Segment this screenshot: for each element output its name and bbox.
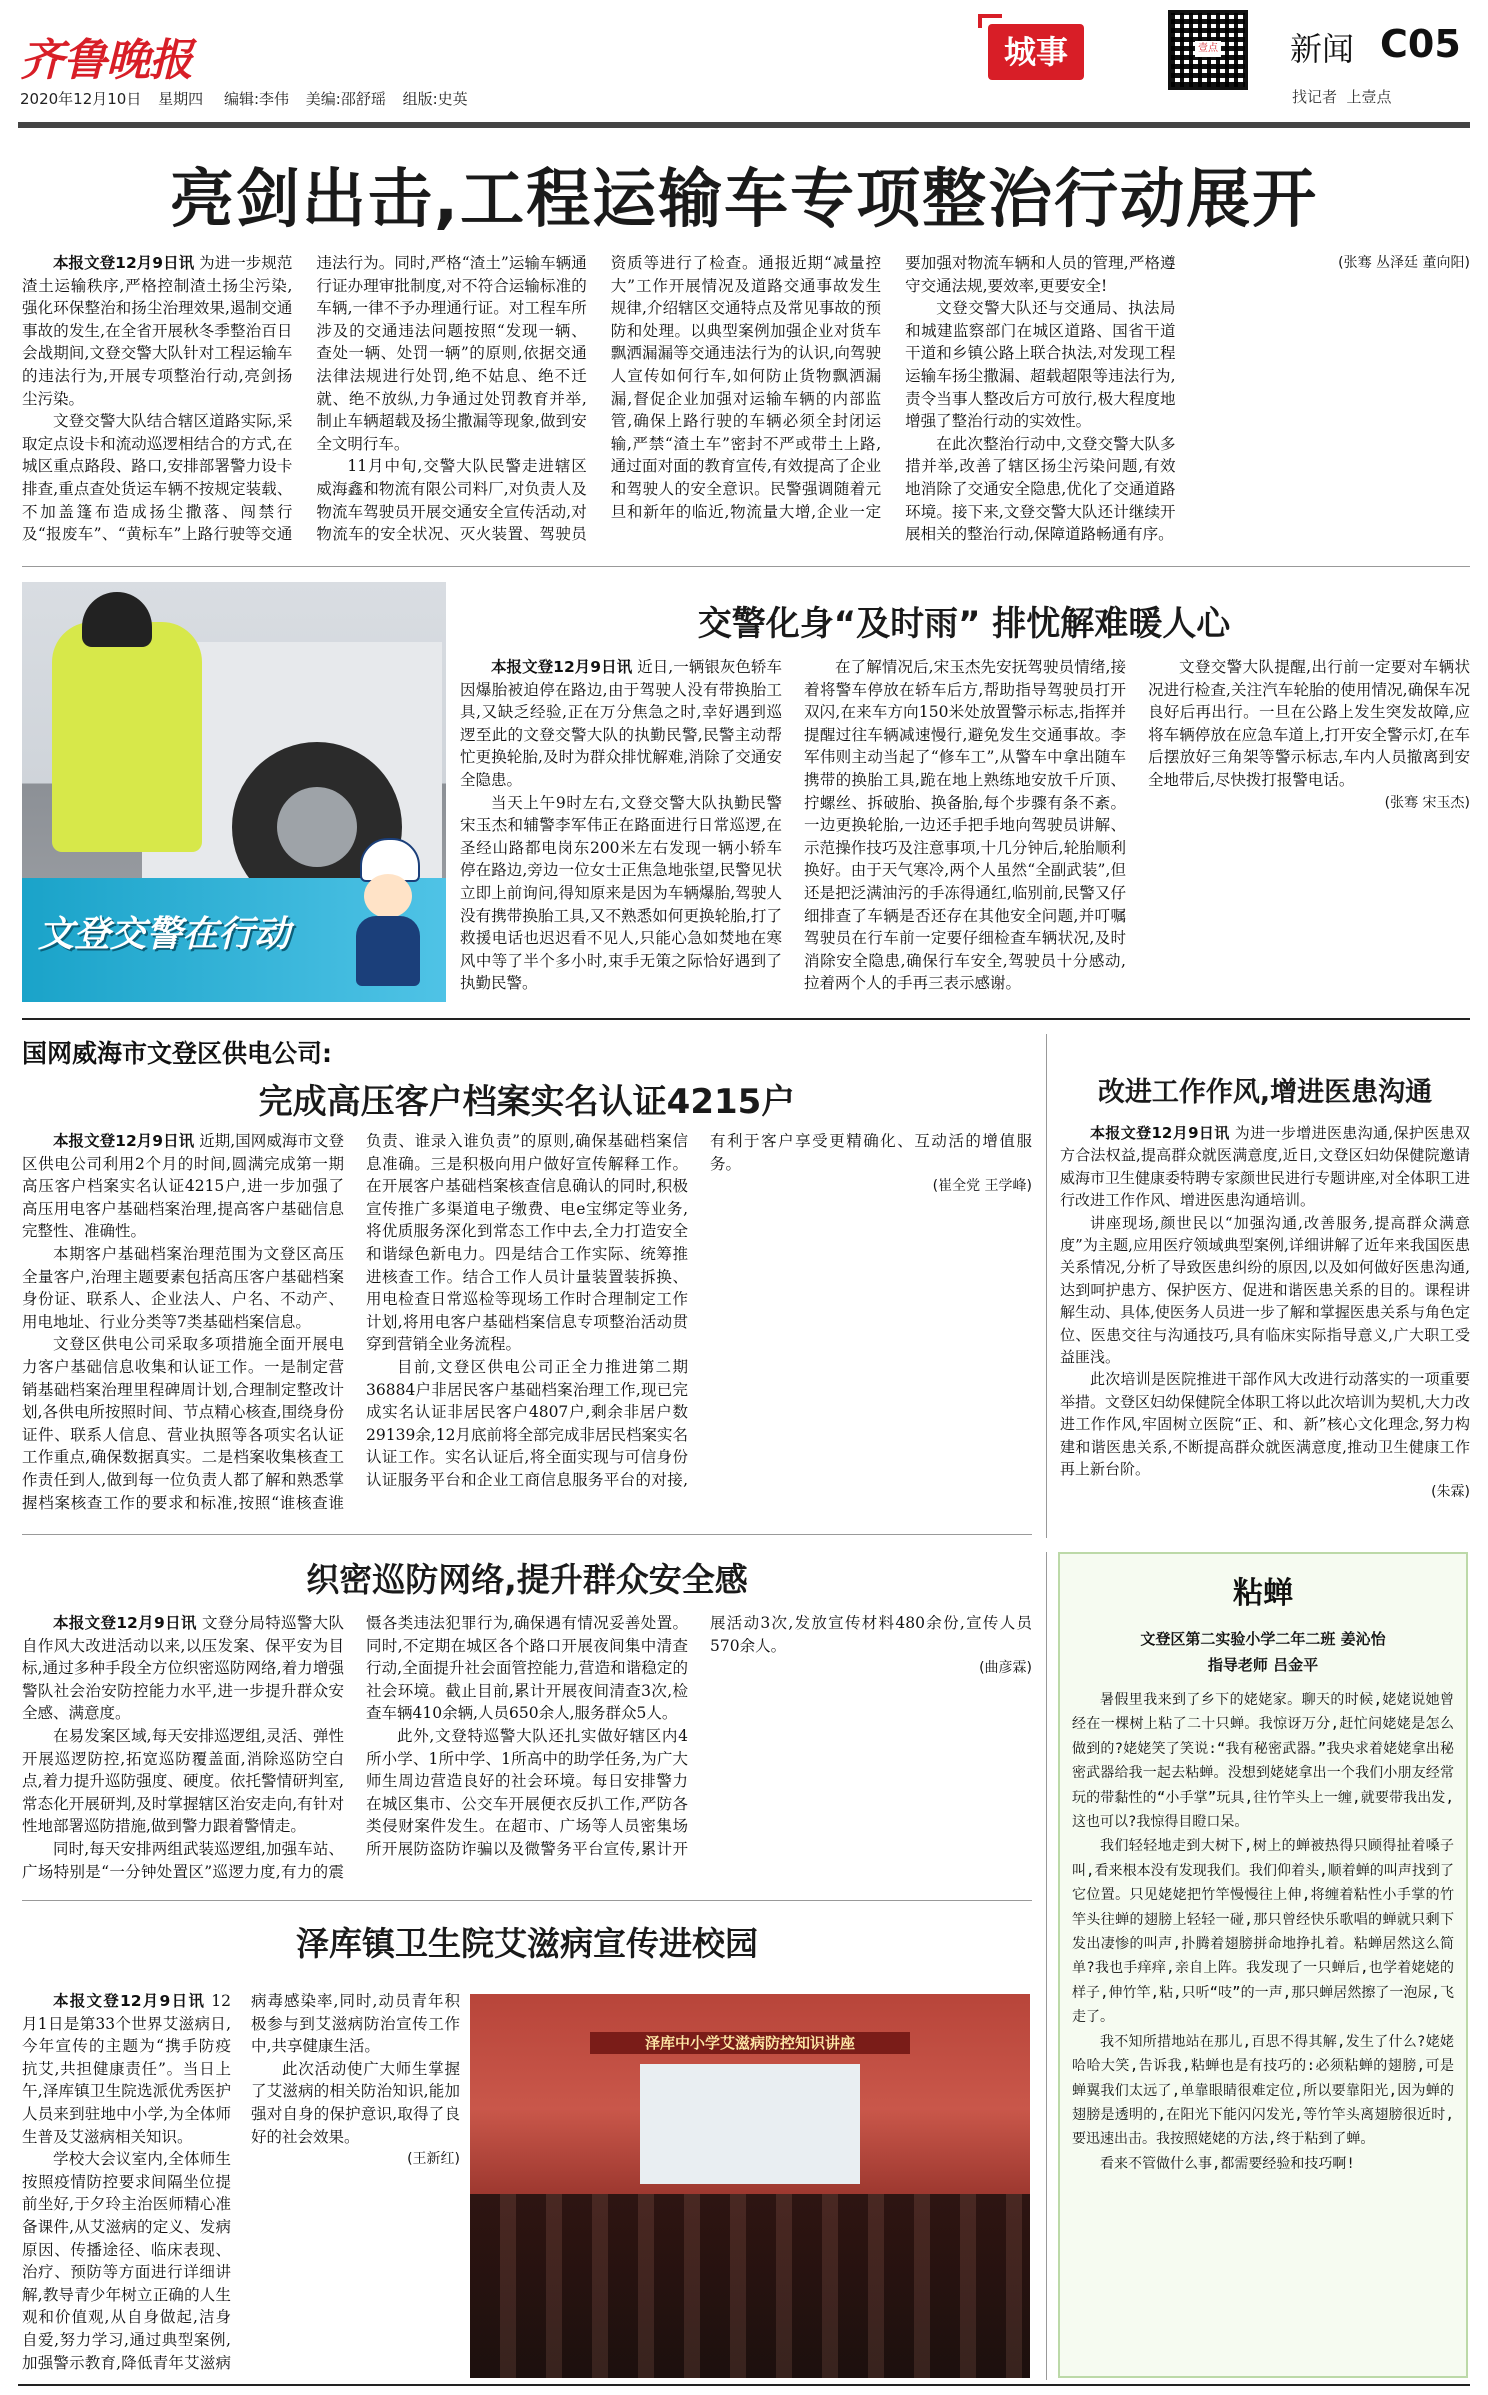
article2-para: 在了解情况后,宋玉杰先安抚驾驶员情绪,接着将警车停放在轿车后方,帮助指导驾驶员打开双闪,在来车方向150米处放置警示标志,指挥并提醒过往车辆减速慢行,避免发生交通事故。李军伟则主动当起了“修车工”,从警车中拿出随车携带的换胎工具,跪在地上熟练地安放千斤顶、拧螺丝、拆破胎、换备胎,每个步骤有条不紊。一边更换轮胎,一边还手把手地向驾驶员讲解、示范操作技巧及注意事项,十几分钟后,轮胎顺利换好。由于天气寒冷,两个人虽然“全副武装”,但还是把泛满油污的手冻得通红,临别前,民警又仔细排查了车辆是否还存在其他安全问题,并叮嘱驾驶员在行车前一定要仔细检查车辆状况,及时消除安全隐患,确保行车安全,驾驶员十分感动,拉着两个人的手再三表示感谢。	[804, 658, 1126, 993]
essay-para: 我不知所措地站在那儿,百思不得其解,发生了什么?姥姥哈哈大笑,告诉我,粘蝉也是有技巧的:必须粘蝉的翅膀,可是蝉翼我们太远了,单靠眼睛很难定位,所以要靠阳光,因为蝉的翅膀是透明的,在阳光下能闪闪发光,等竹竿头离翅膀很近时,要迅速出击。我按照姥姥的方法,终于粘到了蝉。	[1072, 2033, 1454, 2148]
article1-title: 亮剑出击,工程运输车专项整治行动展开	[169, 163, 1319, 237]
issue-date: 2020年12月10日	[20, 90, 142, 108]
article4-body	[1060, 1122, 1470, 1536]
layout-credit: 组版:史英	[402, 90, 468, 108]
article6-lead: 本报文登12月9日讯	[53, 1992, 206, 2010]
essay-para: 我们轻轻地走到大树下,树上的蝉被热得只顾得扯着嗓子叫,看来根本没有发现我们。我们仰着头,顺着蝉的叫声找到了它位置。只见姥姥把竹竿慢慢往上伸,将缠着粘性小手掌的竹竿头往蝉的翅膀上轻轻一碰,那只曾经快乐歌唱的蝉就只剩下发出凄惨的叫声,扑腾着翅膀拼命地挣扎着。粘蝉居然这么简单?我也手痒痒,亲自上阵。我发现了一只蝉后,也学着姥姥的样子,伸竹竿,粘,只听“吱”的一声,那只蝉居然擦了一泡尿,飞走了。	[1072, 1838, 1454, 2026]
article3-para: 本期客户基础档案治理范围为文登区高压全量客户,治理主题要素包括高压客户基础档案身份证、联系人、企业法人、户名、不动产、用电地址、行业分类等7类基础档案信息。	[22, 1244, 344, 1331]
article3-lead: 本报文登12月9日讯	[53, 1132, 195, 1150]
footer-rule	[18, 2384, 1470, 2386]
article3-para: 近期,国网威海市文登区供电公司利用2个月的时间,圆满完成第一期高压客户档案实名认证4215户,进一步加强了高压用电客户基础档案治理,提高客户基础信息完整性、准确性。	[22, 1132, 344, 1241]
lecture-slide-title: 泽库中小学艾滋病防控知识讲座	[590, 2032, 910, 2054]
divider	[22, 566, 1470, 567]
masthead-rule	[18, 122, 1470, 128]
divider	[1046, 1034, 1047, 1538]
article4-para: 讲座现场,颜世民以“加强沟通,改善服务,提高群众满意度”为主题,应用医疗领域典型案例,详细讲解了近年来我国医患关系情况,分析了导致医患纠纷的原因,以及如何做好医患沟通,达到呵护患方、保护医方、促进和谐医患关系的目的。课程讲解生动、具体,使医务人员进一步了解和掌握医患关系与角色定位、医患交往与沟通技巧,具有临床实际指导意义,广大职工受益匪浅。	[1060, 1213, 1470, 1367]
projector-screen	[640, 2064, 860, 2184]
article2-lead: 本报文登12月9日讯	[491, 658, 633, 676]
essay-box	[1058, 1552, 1468, 2378]
essay-body	[1072, 1688, 1454, 2368]
article4-para: 此次培训是医院推进干部作风大改进行动落实的一项重要举措。文登区妇幼保健院全体职工将以此次培训为契机,大力改进工作作风,牢固树立医院“正、和、新”核心文化理念,努力构建和谐医患关系,不断提高群众就医满意度,推动卫生健康工作再上新台阶。	[1060, 1370, 1470, 1479]
article3-title: 完成高压客户档案实名认证4215户	[258, 1082, 796, 1122]
article1-para: 文登交警大队结合辖区道路实际,采取定点设卡和流动巡逻相结合的方式,在城区重点路段、路口,安排部署警力设卡排查,重点查处货运车辆不按规定装载、不加盖篷布造成扬尘撒落、闯禁行及“报废车”、“黄标车”上路行驶等交通违法行为。同时,严格“渣土”运输车辆通行证办理审批制度,对不符合运输标准的车辆,一律不予办理通行证。对工程车所涉及的交通违法问题按照“发现一辆、查处一辆、处罚一辆”的原则,依据交通法律法规进行处罚,绝不姑息、绝不迁就、绝不放纵,力争通过处罚教育并举,制止车辆超载及扬尘撒漏等现象,做到安全文明行车。	[22, 254, 587, 544]
police-banner-text: 文登交警在行动	[38, 914, 291, 955]
lecture-photo	[470, 1994, 1030, 2378]
article5-para: 文登分局特巡警大队自作风大改进活动以来,以压发案、保平安为目标,通过多种手段全方位织密巡防网络,着力增强警队社会治安防控能力水平,进一步提升群众安全感、满意度。	[22, 1614, 344, 1723]
article1-para: 文登交警大队还与交通局、执法局和城建监察部门在城区道路、国省干道干道和乡镇公路上联合执法,对发现工程运输车扬尘撒漏、超载超限等违法行为,责令当事人整改后方可放行,极大程度地增强了整治行动的实效性。	[905, 299, 1176, 431]
article2-body	[460, 656, 1470, 1002]
slogan: 找记者 上壹点	[1292, 88, 1392, 106]
issue-weekday: 星期四	[158, 90, 204, 108]
divider	[1046, 1552, 1047, 2380]
article5-para: 同时,每天安排两组武装巡逻组,加强车站、广场特别是“一分钟处置区”巡逻力度,有力的震慑各类违法犯罪行为,确保遇有情况妥善处置。同时,不定期在城区各个路口开展夜间集中清查行动,全面提升社会面管控能力,营造和谐稳定的社会环境。截止目前,累计开展夜间清查3次,检查车辆410余辆,人员650余人,服务群众5人。	[22, 1614, 688, 1881]
article1-para: 11月中旬,交警大队民警走进辖区威海鑫和物流有限公司料厂,对负责人及物流车驾驶员开展交通安全宣传活动,对物流车的安全状况、灭火装置、驾驶员资质等进行了检查。通报近期“减量控大”工作开展情况及道路交通事故发生规律,介绍辖区交通特点及常见事故的预防和处理。以典型案例加强企业对货车飘洒漏漏等交通违法行为的认识,向驾驶人宣传如何行车,如何防止货物飘洒漏漏,督促企业加强对运输车辆的内部监管,确保上路行驶的车辆必须全封闭运输,严禁“渣土车”密封不严或带土上路,通过面对面的教育宣传,有效提高了企业和驾驶人的安全意识。民警强调随着元旦和新年的临近,物流量大增,企业一定要加强对物流车辆和人员的管理,严格遵守交通法规,要效率,更要安全!	[316, 254, 1176, 544]
article2-title: 交警化身“及时雨” 排忧解难暖人心	[697, 604, 1231, 644]
article6-para: 学校大会议室内,全体师生按照疫情防控要求间隔坐位提前坐好,于夕玲主治医师精心准备课件,从艾滋病的定义、发病原因、传播途径、临床表现、治疗、预防等方面进行详细讲解,教导青少年树立正确的人生观和价值观,从自身做起,洁身自爱,努力学习,通过典型案例,加强警示教育,降低青年艾滋病病毒感染率,同时,动员青年积极参与到艾滋病防治宣传工作中,共享健康生活。	[22, 1992, 460, 2372]
article5-body	[22, 1612, 1032, 1884]
divider	[22, 1534, 1032, 1535]
officer-cap	[82, 592, 152, 647]
wheel-rim	[277, 787, 357, 867]
article1-para: 在此次整治行动中,文登交警大队多措并举,改善了辖区扬尘污染问题,有效地消除了交通安全隐患,优化了交通道路环境。接下来,文登交警大队还计继续开展相关的整治行动,保障道路畅通有序。	[905, 434, 1176, 544]
article2-para: 近日,一辆银灰色轿车因爆胎被迫停在路边,由于驾驶人没有带换胎工具,又缺乏经验,正在万分焦急之时,幸好遇到巡逻至此的文登交警大队的执勤民警,民警主动帮忙更换轮胎,及时为群众排忧解难,消除了交通安全隐患。	[460, 658, 782, 789]
article3-kicker: 国网威海市文登区供电公司:	[22, 1039, 332, 1068]
logo-text: 齐鲁晚报	[20, 35, 192, 86]
article5-title: 织密巡防网络,提升群众安全感	[306, 1560, 748, 1599]
essay-teacher: 指导老师 吕金平	[1207, 1656, 1319, 1674]
article1-body	[22, 252, 1470, 558]
essay-author: 文登区第二实验小学二年二班 姜沁怡	[1140, 1630, 1386, 1648]
article4-lead: 本报文登12月9日讯	[1090, 1124, 1230, 1142]
police-banner	[22, 878, 446, 1002]
section-tag-text: 城事	[1003, 33, 1068, 71]
section-tag	[988, 24, 1084, 80]
divider	[22, 1900, 1032, 1901]
article5-lead: 本报文登12月9日讯	[53, 1614, 197, 1632]
section-tag-bracket	[978, 14, 1002, 28]
article5-byline: (曲彦霖)	[979, 1660, 1032, 1677]
essay-para: 看来不管做什么事,都需要经验和技巧啊!	[1100, 2155, 1355, 2172]
qr-code	[1168, 10, 1248, 90]
essay-para: 暑假里我来到了乡下的姥姥家。聊天的时候,姥姥说她曾经在一棵树上粘了二十只蝉。我惊讶万分,赶忙问姥姥是怎么做到的?姥姥笑了笑说:“我有秘密武器。”我央求着姥姥拿出秘密武器给我一起去粘蝉。没想到姥姥拿出一个我们小朋友经常玩的带黏性的“小手掌”玩具,往竹竿头上一缠,就要带我出发,这也可以?我惊得目瞪口呆。	[1072, 1692, 1454, 1831]
article3-para: 文登区供电公司采取多项措施全面开展电力客户基础信息收集和认证工作。一是制定营销基础档案治理里程碑周计划,合理制定整改计划,各供电所按照时间、节点精心核查,围绕身份证件、联系人信息、营业执照等各项实名认证工作重点,确保数据真实。二是档案收集核查工作责任到人,做到每一位负责人都了解和熟悉掌握档案核查工作的要求和标准,按照“谁核查谁负责、谁录入谁负责”的原则,确保基础档案信息准确。三是积极向用户做好宣传解释工作。在开展客户基础档案核查信息确认的同时,积极宣传推广多渠道电子缴费、电e宝绑定等业务,将优质服务深化到常态工作中去,全力打造安全和谐绿色新电力。四是结合工作实际、统筹推进核查工作。结合工作人员计量装置装拆换、用电检查日常巡检等现场工作时合理制定工作计划,将用电客户基础档案信息专项整治活动贯穿到营销全业务流程。	[22, 1132, 688, 1512]
essay-title: 粘蝉	[1233, 1576, 1293, 1611]
qr-label: 壹点	[1195, 41, 1221, 57]
police-mascot	[348, 838, 428, 988]
article4-title: 改进工作作风,增进医患沟通	[1097, 1077, 1433, 1108]
article2-para: 当天上午9时左右,文登交警大队执勤民警宋玉杰和辅警李军伟正在路面进行日常巡逻,在圣经山路都电岗东200米左右发现一辆小轿车停在路边,旁边一位女士正焦急地张望,民警见状立即上前询问,得知原来是因为车辆爆胎,驾驶人没有携带换胎工具,又不熟悉如何更换轮胎,打了救援电话也迟迟看不见人,只能心急如焚地在寒风中等了半个多小时,束手无策之际恰好遇到了执勤民警。	[460, 793, 782, 993]
article3-body	[22, 1130, 1032, 1516]
officer-vest	[52, 622, 202, 852]
article6-byline: (王新红)	[407, 2151, 460, 2168]
article4-byline: (朱霖)	[1431, 1483, 1470, 1500]
article1-para: 为进一步规范渣土运输秩序,严格控制渣土扬尘污染,强化环保整治和扬尘治理效果,遏制交通事故的发生,在全省开展秋冬季整治百日会战期间,文登交警大队针对工程运输车的违法行为,开展专项整治行动,亮剑扬尘污染。	[22, 254, 293, 408]
divider	[22, 1018, 1470, 1020]
article6-para: 12月1日是第33个世界艾滋病日,今年宣传的主题为“携手防疫抗艾,共担健康责任”。当日上午,泽库镇卫生院选派优秀医护人员来到驻地中小学,为全体师生普及艾滋病相关知识。	[22, 1992, 231, 2146]
article6-title: 泽库镇卫生院艾滋病宣传进校园	[296, 1924, 758, 1963]
article6-para: 此次活动使广大师生掌握了艾滋病的相关防治知识,能加强对自身的保护意识,取得了良好的社会效果。	[251, 2059, 460, 2146]
article6-body	[22, 1990, 460, 2380]
article4-para: 为进一步增进医患沟通,保护医患双方合法权益,提高群众就医满意度,近日,文登区妇幼保健院邀请威海市卫生健康委特聘专家颜世民进行专题讲座,对全体职工进行改进工作作风、增进医患沟通培训。	[1060, 1124, 1470, 1210]
article1-byline: (张骞 丛泽廷 董向阳)	[1338, 255, 1470, 271]
editor-credit: 编辑:李伟	[223, 90, 289, 108]
article2-para: 文登交警大队提醒,出行前一定要对车辆状况进行检查,关注汽车轮胎的使用情况,确保车况良好后再出行。一旦在公路上发生突发故障,应将车辆停放在应急车道上,打开安全警示灯,在车后摆放好三角架等警示标志,车内人员撤离到安全地带后,尽快拨打报警电话。	[1148, 658, 1470, 789]
article3-byline: (崔全党 王学峰)	[932, 1178, 1032, 1195]
article1-lead: 本报文登12月9日讯	[53, 254, 195, 272]
designer-credit: 美编:邵舒瑶	[305, 90, 386, 108]
article3-para: 目前,文登区供电公司正全力推进第二期36884户非居民客户基础档案治理工作,现已完成实名认证非居民客户4807户,剩余非居户数29139余,12月底前将全部完成非居民档案实名认证工作。实名认证后,将全面实现与可信身份认证服务平台和企业工商信息服务平台的对接,有利于客户享受更精确化、互动活的增值服务。	[366, 1132, 1032, 1489]
article5-para: 此外,文登特巡警大队还扎实做好辖区内4所小学、1所中学、1所高中的助学任务,为广大师生周边营造良好的社会环境。每日安排警力在城区集市、公交车开展便衣反扒工作,严防各类侵财案件发生。在超市、广场等人员密集场所开展防盗防诈骗以及微警务平台宣传,累计开展活动3次,发放宣传材料480余份,宣传人员570余人。	[366, 1614, 1032, 1858]
article2-byline: (张骞 宋玉杰)	[1384, 794, 1470, 811]
audience	[470, 2194, 1030, 2378]
page-code: C05	[1380, 22, 1461, 66]
newspaper-logo	[20, 24, 192, 88]
article5-para: 在易发案区域,每天安排巡逻组,灵活、弹性开展巡逻防控,拓宽巡防覆盖面,消除巡防空白点,着力提升巡防强度、硬度。依托警情研判室,常态化开展研判,及时掌握辖区治安走向,有针对性地部署巡防措施,做到警力跟着警情走。	[22, 1726, 344, 1836]
issue-info	[20, 88, 468, 109]
news-label: 新闻	[1290, 30, 1355, 68]
